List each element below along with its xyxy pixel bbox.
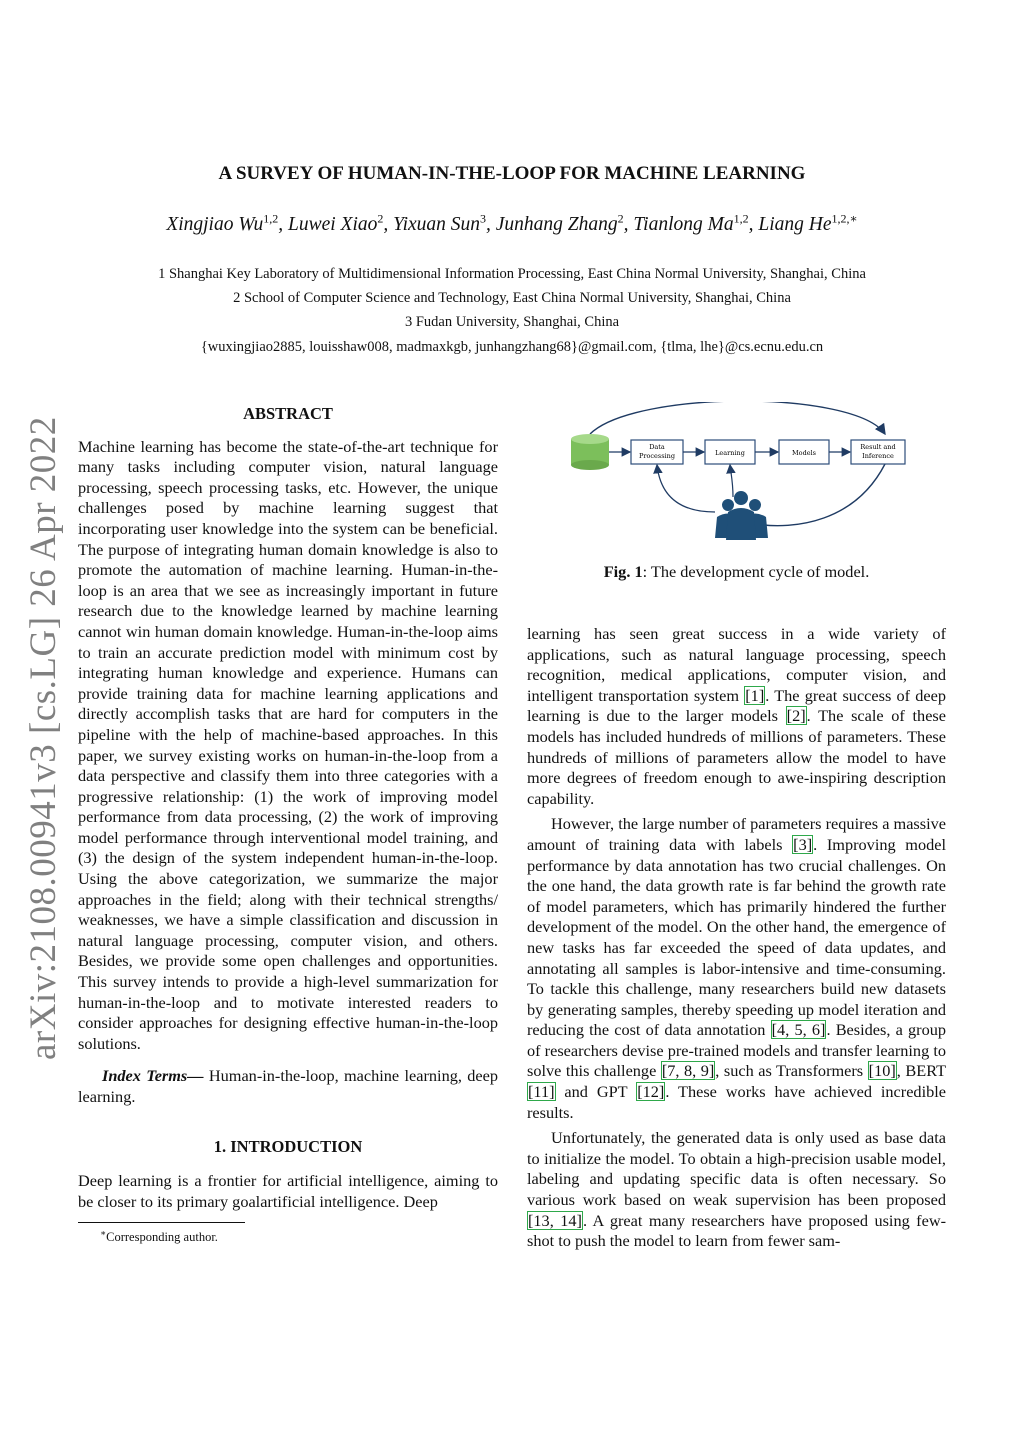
box-data-processing-label-1: Data xyxy=(649,443,665,451)
human-group-icon xyxy=(715,491,768,540)
footnote: ∗Corresponding author. xyxy=(100,1228,218,1245)
intro-paragraph-3: Unfortunately, the generated data is only used as base data to initialize the model. To obtain a high-precision usable model, labeling and updating specific data is often necessary. So various work based on weak supervision has been proposed [13, 14]. A great many researchers have proposed using few-shot to push the model to learn from fewer sam- xyxy=(527,1128,947,1251)
author: Liang $He^{1,2,∗}$ xyxy=(758,211,858,235)
index-terms-label: Index Terms— xyxy=(102,1066,204,1086)
affiliation-2: 2 School of Computer Science and Technology, East China Normal University, Shanghai, China xyxy=(233,290,791,306)
author: Tianlong Ma$^{1,2}$, xyxy=(633,211,759,235)
intro-paragraph: Deep learning is a frontier for artificial intelligence, aiming to be closer to its primary goalartificial intelligence. Deep xyxy=(78,1171,498,1211)
affiliation-3: 3 Fudan University, Shanghai, China xyxy=(404,314,620,330)
cycle-arc-bottom xyxy=(755,464,885,526)
box-learning xyxy=(705,440,755,464)
box-data-processing xyxy=(631,440,683,464)
arxiv-identifier-stamp: arXiv:2108.00941v3 [cs.LG] 26 Apr 2022 xyxy=(23,416,64,1060)
abstract-heading: ABSTRACT xyxy=(243,404,333,423)
index-terms: Index Terms— Human-in-the-loop, machine learning, deep learning. xyxy=(78,1066,499,1106)
author: Luwei Xiao$^2$, xyxy=(288,211,394,235)
citation-link[interactable]: [3] xyxy=(793,834,813,854)
intro-paragraph-continued: learning has seen great success in a wide variety of applications, such as natural language processing, speech recognition, medical applications, computer vision, and intelligent transportation system [1]. The great success of deep learning is due to the larger models [2]. The scale of these models has included hundreds of millions of parameters. These hundreds of millions of parameters allow the model to have more degrees of freedom enough to awe-inspiring description capability. xyxy=(527,624,946,808)
author-list xyxy=(0,211,1024,236)
box-result-label-1: Result and xyxy=(860,443,896,451)
citation-link[interactable]: [2] xyxy=(786,706,806,726)
author: Yixuan Sun$^3$, xyxy=(393,211,496,235)
intro-paragraph-2: However, the large number of parameters requires a massive amount of training data with labels [3]. Improving model performance by data annotation has two crucial challenges. On the one hand, the data growth rate is far behind the growth rate of model parameters, which has primarily hindered the further development of the model. On the other hand, the emergence of new tasks has far exceeded the speed of data updates, and annotating all samples is labor-intensive and time-consuming. To tackle this challenge, many researchers build new datasets by generating samples, thereby speeding up model iteration and reducing the cost of data annotation [4, 5, 6]. Besides, a group of researchers devise pre-trained models and transfer learning to solve this challenge [7, 8, 9], such as Transformers [10], BERT [11] and GPT [12]. These works have achieved incredible results. xyxy=(527,814,947,1122)
cycle-arc-top xyxy=(590,402,885,434)
abstract-body: Machine learning has become the state-of-the-art technique for many tasks including computer vision, natural language processing, speech processing tasks, etc. However, the unique challenges posed by machine learning suggest that incorporating user knowledge into the system can be beneficial. The purpose of integrating human domain knowledge is also to promote the automation of machine learning. Human-in-the-loop is an area that we see as increasingly important in future research due to the knowledge learned by machine learning cannot win human domain knowledge. Human-in-the-loop aims to train an accurate prediction model with minimum cost by integrating human knowledge and experience. Humans can provide training data for machine learning applications and directly accomplish tasks that are hard for computers in the pipeline with the help of machine-based approaches. In this paper, we survey existing works on human-in-the-loop from a data perspective and classify them into three categories with a progressive relationship: (1) the work of improving model performance from data processing, (2) the work of improving model performance through interventional model training, and (3) the design of the system independent human-in-the-loop. Using the above categorization, we summarize the major approaches in the field; along with their technical strengths/ weaknesses, we have a simple classification and discussion in natural language processing, computer vision, and others. Besides, we provide some open challenges and opportunities. This survey intends to provide a high-level summarization for human-in-the-loop and to motivate interested readers to consider approaches for designing effective human-in-the-loop solutions. xyxy=(78,436,498,1053)
figure-caption: Fig. 1: The development cycle of model. xyxy=(603,562,870,581)
box-learning-label: Learning xyxy=(715,449,745,457)
citation-link[interactable]: [12] xyxy=(637,1082,665,1102)
human-to-data-arrow xyxy=(657,465,715,512)
development-cycle-figure xyxy=(565,402,910,547)
box-result-and-inference xyxy=(851,440,905,464)
database-icon xyxy=(571,434,609,470)
left-column xyxy=(78,404,498,1212)
box-result-label-2: Inference xyxy=(862,452,894,460)
right-column xyxy=(527,624,946,1252)
citation-link[interactable]: [7, 8, 9] xyxy=(661,1061,715,1081)
box-models xyxy=(779,440,829,464)
footnote-rule xyxy=(78,1222,245,1223)
citation-link[interactable]: [1] xyxy=(745,685,765,705)
author: Xingjiao Wu$^{1,2}$, xyxy=(166,211,289,235)
author: Junhang Zhang$^2$, xyxy=(495,211,634,235)
intro-heading: 1. INTRODUCTION xyxy=(213,1136,363,1156)
citation-link[interactable]: [13, 14] xyxy=(528,1210,582,1230)
citation-link[interactable]: [4, 5, 6] xyxy=(771,1020,826,1040)
human-to-learning-arrow xyxy=(730,465,733,497)
figure-label: Fig. 1 xyxy=(603,562,643,581)
citation-link[interactable]: [11] xyxy=(528,1082,555,1102)
box-models-label: Models xyxy=(792,449,816,457)
author-emails: {wuxingjiao2885, louisshaw008, madmaxkgb, junhangzhang68}@gmail.com, {tlma, lhe}@cs.ecnu.edu.cn xyxy=(200,339,824,355)
citation-link[interactable]: [10] xyxy=(868,1061,896,1081)
paper-title: A SURVEY OF HUMAN-IN-THE-LOOP FOR MACHINE LEARNING xyxy=(218,163,806,184)
affiliation-1: 1 Shanghai Key Laboratory of Multidimensional Information Processing, East China Normal University, Shanghai, China xyxy=(158,266,866,282)
box-data-processing-label-2: Processing xyxy=(639,452,675,460)
